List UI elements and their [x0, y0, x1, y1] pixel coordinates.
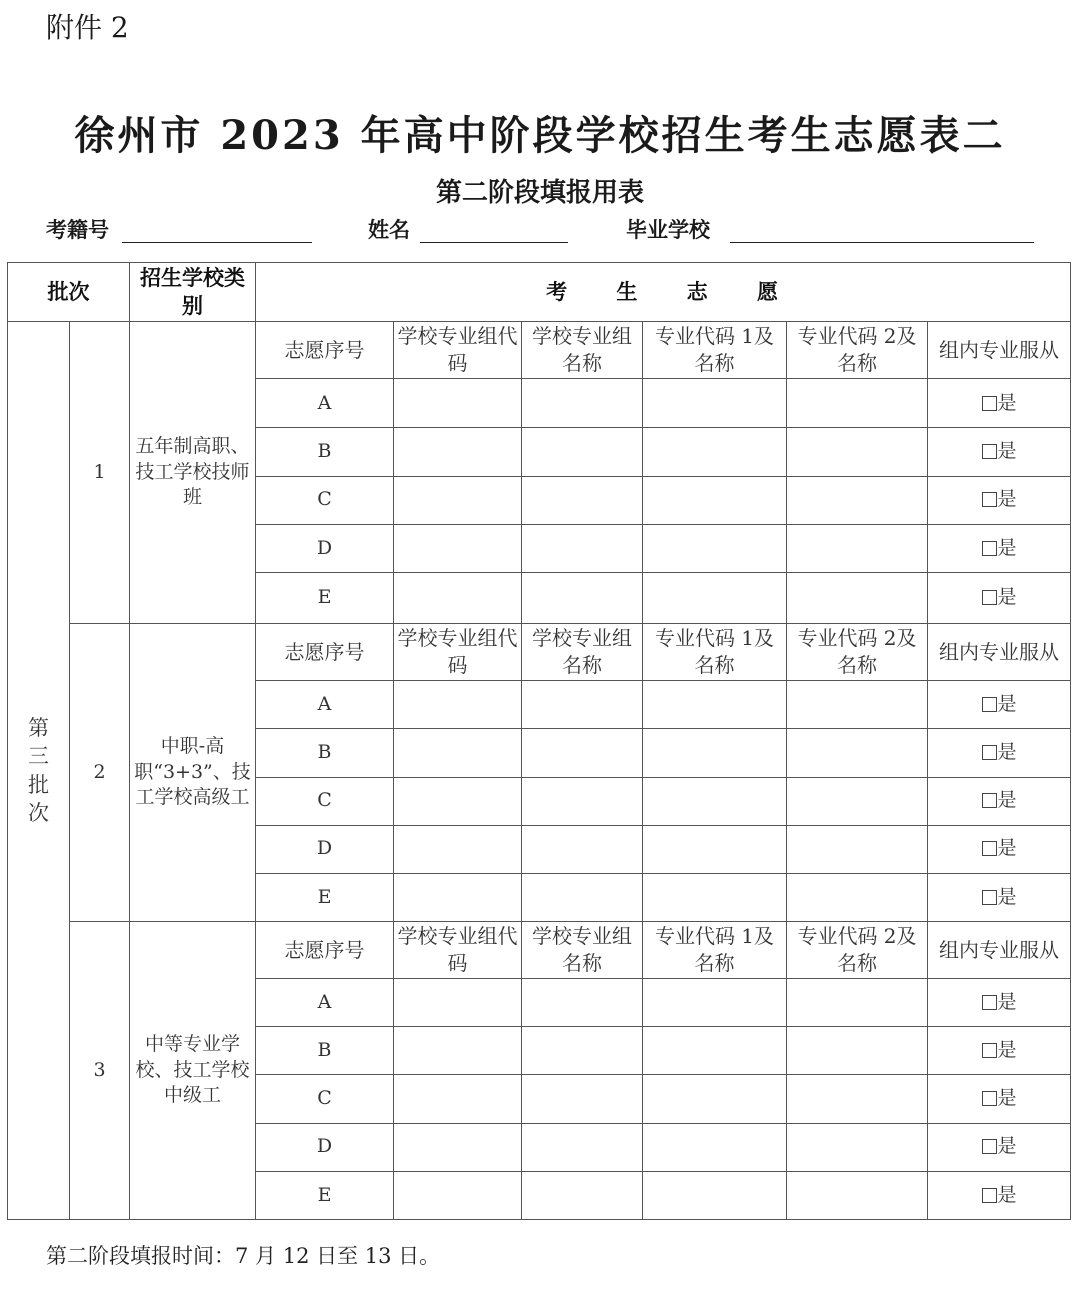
comply-cell [928, 825, 1071, 873]
header-school-type: 招生学校类别 [130, 263, 256, 322]
entry-cell[interactable] [394, 524, 522, 572]
comply-checkbox[interactable] [982, 396, 997, 411]
entry-cell[interactable] [394, 979, 522, 1027]
entry-cell[interactable] [394, 1171, 522, 1219]
entry-cell[interactable] [787, 729, 928, 777]
entry-cell[interactable] [787, 979, 928, 1027]
entry-cell[interactable] [787, 873, 928, 921]
comply-checkbox[interactable] [982, 745, 997, 760]
entry-cell[interactable] [643, 681, 787, 729]
comply-label: 是 [997, 885, 1017, 908]
entry-cell[interactable] [787, 379, 928, 428]
entry-cell[interactable] [787, 1075, 928, 1123]
comply-checkbox[interactable] [982, 492, 997, 507]
entry-cell[interactable] [522, 777, 643, 825]
column-header: 志愿序号 [256, 322, 394, 379]
comply-checkbox[interactable] [982, 444, 997, 459]
comply-label: 是 [997, 488, 1017, 511]
entry-cell[interactable] [522, 1171, 643, 1219]
header-preferences: 考 生 志 愿 [256, 263, 1071, 322]
entry-cell[interactable] [394, 476, 522, 524]
entry-cell[interactable] [522, 873, 643, 921]
comply-cell [928, 1075, 1071, 1123]
comply-label: 是 [997, 990, 1017, 1013]
entry-cell[interactable] [394, 777, 522, 825]
footer-note: 第二阶段填报时间：7 月 12 日至 13 日。 [46, 1244, 441, 1268]
column-header: 志愿序号 [256, 624, 394, 681]
group-header-row [8, 322, 1071, 379]
choice-label: C [256, 777, 394, 825]
column-header: 学校专业组代码 [394, 921, 522, 978]
choice-label: E [256, 572, 394, 623]
batch-char: 次 [28, 800, 49, 825]
column-header: 专业代码 1及名称 [643, 322, 787, 379]
entry-cell[interactable] [643, 729, 787, 777]
column-header: 学校专业组名称 [522, 624, 643, 681]
comply-label: 是 [997, 440, 1017, 463]
comply-cell [928, 681, 1071, 729]
school-type: 五年制高职、技工学校技师班 [130, 322, 256, 624]
comply-cell [928, 379, 1071, 428]
entry-cell[interactable] [522, 729, 643, 777]
entry-cell[interactable] [643, 428, 787, 476]
header-row [8, 263, 1071, 322]
choice-label: A [256, 379, 394, 428]
comply-label: 是 [997, 741, 1017, 764]
entry-cell[interactable] [787, 681, 928, 729]
choice-label: D [256, 1123, 394, 1171]
column-header: 组内专业服从 [928, 322, 1071, 379]
comply-label: 是 [997, 1087, 1017, 1110]
column-header: 专业代码 2及名称 [787, 322, 928, 379]
comply-checkbox[interactable] [982, 590, 997, 605]
entry-cell[interactable] [522, 428, 643, 476]
group-header-row [8, 624, 1071, 681]
choice-label: E [256, 1171, 394, 1219]
entry-cell[interactable] [787, 1123, 928, 1171]
entry-cell[interactable] [522, 681, 643, 729]
comply-cell [928, 979, 1071, 1027]
entry-cell[interactable] [522, 825, 643, 873]
column-header: 学校专业组名称 [522, 921, 643, 978]
entry-cell[interactable] [787, 777, 928, 825]
comply-cell [928, 873, 1071, 921]
comply-checkbox[interactable] [982, 697, 997, 712]
entry-cell[interactable] [643, 873, 787, 921]
batch-char: 三 [28, 744, 49, 769]
header-batch: 批次 [8, 263, 130, 322]
choice-label: A [256, 979, 394, 1027]
entry-cell[interactable] [522, 1123, 643, 1171]
entry-cell[interactable] [787, 1171, 928, 1219]
entry-cell[interactable] [643, 1171, 787, 1219]
entry-cell[interactable] [522, 1075, 643, 1123]
comply-label: 是 [997, 1039, 1017, 1061]
school-type: 中职-高职“3+3”、技工学校高级工 [130, 624, 256, 922]
form-subtitle: 第二阶段填报用表 [435, 178, 644, 208]
comply-label: 是 [997, 692, 1017, 715]
choice-label: B [256, 1027, 394, 1075]
entry-cell[interactable] [643, 572, 787, 623]
column-header: 组内专业服从 [928, 921, 1071, 978]
choice-label: C [256, 1075, 394, 1123]
batch-char: 批 [28, 772, 49, 797]
entry-cell[interactable] [787, 476, 928, 524]
comply-label: 是 [997, 837, 1017, 860]
entry-cell[interactable] [643, 777, 787, 825]
entry-cell[interactable] [394, 729, 522, 777]
entry-cell[interactable] [643, 379, 787, 428]
comply-cell [928, 1123, 1071, 1171]
group-number: 1 [70, 322, 130, 624]
choice-label: B [256, 428, 394, 476]
entry-cell[interactable] [394, 1123, 522, 1171]
comply-label: 是 [997, 586, 1017, 609]
comply-checkbox[interactable] [982, 1043, 997, 1058]
form-title: 徐州市 2023 年高中阶段学校招生考生志愿表二 [74, 112, 1006, 159]
comply-checkbox[interactable] [982, 995, 997, 1010]
choice-label: A [256, 681, 394, 729]
batch-char: 第 [28, 715, 49, 740]
comply-cell [928, 1171, 1071, 1219]
comply-checkbox[interactable] [982, 890, 997, 905]
comply-checkbox[interactable] [982, 1188, 997, 1203]
entry-cell[interactable] [394, 428, 522, 476]
group-number: 2 [70, 624, 130, 922]
comply-cell [928, 729, 1071, 777]
entry-cell[interactable] [643, 476, 787, 524]
column-header: 志愿序号 [256, 921, 394, 978]
comply-label: 是 [997, 536, 1017, 559]
comply-checkbox[interactable] [982, 541, 997, 556]
school-type: 中等专业学校、技工学校中级工 [130, 921, 256, 1219]
entry-cell[interactable] [522, 572, 643, 623]
attachment-label: 附件 2 [46, 11, 129, 44]
entry-cell[interactable] [394, 572, 522, 623]
comply-cell [928, 777, 1071, 825]
comply-label: 是 [997, 789, 1017, 812]
entry-cell[interactable] [643, 1123, 787, 1171]
entry-cell[interactable] [394, 873, 522, 921]
entry-cell[interactable] [522, 524, 643, 572]
entry-cell[interactable] [643, 1027, 787, 1075]
choice-label: B [256, 729, 394, 777]
group-header-row [8, 921, 1071, 978]
entry-cell[interactable] [787, 572, 928, 623]
column-header: 专业代码 2及名称 [787, 921, 928, 978]
comply-cell [928, 428, 1071, 476]
exam-no-label: 考籍号 [46, 217, 109, 242]
comply-cell [928, 572, 1071, 623]
graduate-school-line[interactable] [730, 242, 1034, 243]
entry-cell[interactable] [522, 979, 643, 1027]
group-number: 3 [70, 921, 130, 1219]
choice-label: D [256, 524, 394, 572]
comply-label: 是 [997, 1135, 1017, 1158]
entry-cell[interactable] [522, 476, 643, 524]
entry-cell[interactable] [787, 1027, 928, 1075]
name-label: 姓名 [368, 217, 410, 242]
entry-cell[interactable] [643, 979, 787, 1027]
entry-cell[interactable] [522, 1027, 643, 1075]
column-header: 专业代码 1及名称 [643, 624, 787, 681]
entry-cell[interactable] [394, 379, 522, 428]
preference-table [7, 262, 1071, 1220]
comply-label: 是 [997, 391, 1017, 414]
exam-no-line[interactable] [122, 242, 312, 243]
column-header: 学校专业组名称 [522, 322, 643, 379]
entry-cell[interactable] [787, 428, 928, 476]
name-line[interactable] [420, 242, 568, 243]
choice-label: D [256, 825, 394, 873]
comply-cell [928, 524, 1071, 572]
entry-cell[interactable] [787, 825, 928, 873]
choice-label: C [256, 476, 394, 524]
comply-cell [928, 476, 1071, 524]
entry-cell[interactable] [643, 524, 787, 572]
column-header: 组内专业服从 [928, 624, 1071, 681]
column-header: 专业代码 1及名称 [643, 921, 787, 978]
entry-cell[interactable] [522, 379, 643, 428]
entry-cell[interactable] [643, 825, 787, 873]
entry-cell[interactable] [643, 1075, 787, 1123]
comply-checkbox[interactable] [982, 793, 997, 808]
comply-checkbox[interactable] [982, 1139, 997, 1154]
column-header: 学校专业组代码 [394, 624, 522, 681]
graduate-school-label: 毕业学校 [626, 217, 710, 242]
entry-cell[interactable] [394, 681, 522, 729]
column-header: 专业代码 2及名称 [787, 624, 928, 681]
entry-cell[interactable] [787, 524, 928, 572]
entry-cell[interactable] [394, 1027, 522, 1075]
batch-cell [8, 322, 70, 1220]
entry-cell[interactable] [394, 1075, 522, 1123]
comply-cell [928, 1027, 1071, 1075]
comply-checkbox[interactable] [982, 841, 997, 856]
column-header: 学校专业组代码 [394, 322, 522, 379]
choice-label: E [256, 873, 394, 921]
comply-checkbox[interactable] [982, 1091, 997, 1106]
comply-label: 是 [997, 1183, 1017, 1206]
entry-cell[interactable] [394, 825, 522, 873]
